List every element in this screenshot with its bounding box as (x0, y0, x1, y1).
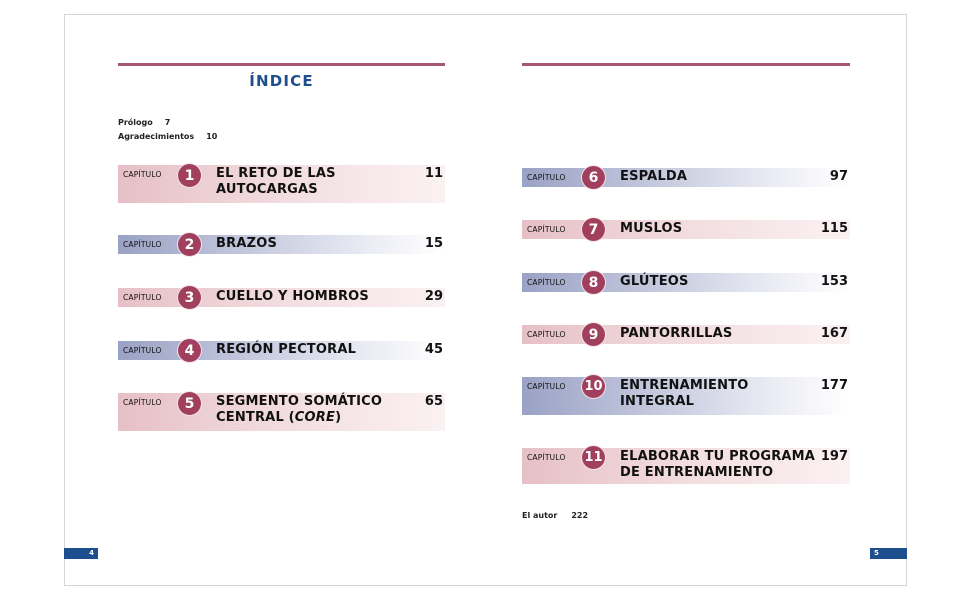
back-matter-label: El autor (522, 511, 558, 520)
chapter-number-badge: 3 (178, 286, 201, 309)
chapter-title: ELABORAR TU PROGRAMA DE ENTRENAMIENTO (620, 449, 816, 480)
chapter-page: 65 (424, 394, 443, 409)
front-matter-page: 7 (164, 118, 171, 127)
chapter-row-5[interactable] (118, 393, 445, 431)
chapter-title: ENTRENAMIENTO INTEGRAL (620, 378, 749, 409)
front-matter-prologo[interactable] (118, 118, 170, 127)
index-title: ÍNDICE (249, 72, 314, 90)
chapter-page: 97 (829, 169, 848, 184)
chapter-row-3[interactable] (118, 288, 445, 307)
chapter-number-badge: 9 (582, 323, 605, 346)
chapter-row-1[interactable] (118, 165, 445, 203)
chapter-row-11[interactable] (522, 448, 850, 484)
chapter-label: CAPÍTULO (527, 225, 566, 234)
chapter-row-10[interactable] (522, 377, 850, 415)
chapter-number-badge: 7 (582, 218, 605, 241)
folio-right: 5 (870, 548, 907, 559)
chapter-label: CAPÍTULO (527, 278, 566, 287)
chapter-row-4[interactable] (118, 341, 445, 360)
chapter-number-badge: 11 (582, 446, 605, 469)
left-top-rule (118, 63, 445, 66)
front-matter-label: Agradecimientos (118, 132, 195, 141)
chapter-row-8[interactable] (522, 273, 850, 292)
chapter-title: ESPALDA (620, 169, 688, 184)
chapter-page: 29 (424, 289, 443, 304)
chapter-title: SEGMENTO SOMÁTICO CENTRAL (CORE) (216, 394, 383, 425)
chapter-row-6[interactable] (522, 168, 850, 187)
chapter-label: CAPÍTULO (527, 382, 566, 391)
chapter-number-badge: 5 (178, 392, 201, 415)
chapter-title: CUELLO Y HOMBROS (216, 289, 369, 304)
chapter-title: BRAZOS (216, 236, 278, 251)
front-matter-label: Prólogo (118, 118, 153, 127)
chapter-label: CAPÍTULO (123, 398, 162, 407)
chapter-title: MUSLOS (620, 221, 683, 236)
chapter-number-badge: 4 (178, 339, 201, 362)
chapter-label: CAPÍTULO (123, 240, 162, 249)
chapter-row-9[interactable] (522, 325, 850, 344)
chapter-title: PANTORRILLAS (620, 326, 733, 341)
right-top-rule (522, 63, 850, 66)
chapter-number-badge: 10 (582, 375, 605, 398)
chapter-number-badge: 2 (178, 233, 201, 256)
chapter-label: CAPÍTULO (527, 453, 566, 462)
chapter-title: GLÚTEOS (620, 274, 689, 289)
chapter-page: 153 (820, 274, 848, 289)
chapter-label: CAPÍTULO (123, 170, 162, 179)
chapter-page: 115 (820, 221, 848, 236)
chapter-title: EL RETO DE LAS AUTOCARGAS (216, 166, 336, 197)
chapter-page: 177 (820, 378, 848, 393)
folio-left: 4 (64, 548, 98, 559)
back-matter-page: 222 (571, 511, 589, 520)
chapter-label: CAPÍTULO (527, 173, 566, 182)
chapter-number-badge: 6 (582, 166, 605, 189)
chapter-page: 167 (820, 326, 848, 341)
front-matter-page: 10 (206, 132, 218, 141)
chapter-row-7[interactable] (522, 220, 850, 239)
chapter-label: CAPÍTULO (123, 346, 162, 355)
front-matter-agradecimientos[interactable] (118, 132, 217, 141)
chapter-number-badge: 8 (582, 271, 605, 294)
chapter-number-badge: 1 (178, 164, 201, 187)
chapter-title: REGIÓN PECTORAL (216, 342, 357, 357)
back-matter-autor[interactable] (522, 511, 588, 520)
chapter-label: CAPÍTULO (527, 330, 566, 339)
chapter-page: 15 (424, 236, 443, 251)
chapter-page: 11 (424, 166, 443, 181)
chapter-label: CAPÍTULO (123, 293, 162, 302)
chapter-page: 197 (820, 449, 848, 464)
chapter-page: 45 (424, 342, 443, 357)
chapter-row-2[interactable] (118, 235, 445, 254)
